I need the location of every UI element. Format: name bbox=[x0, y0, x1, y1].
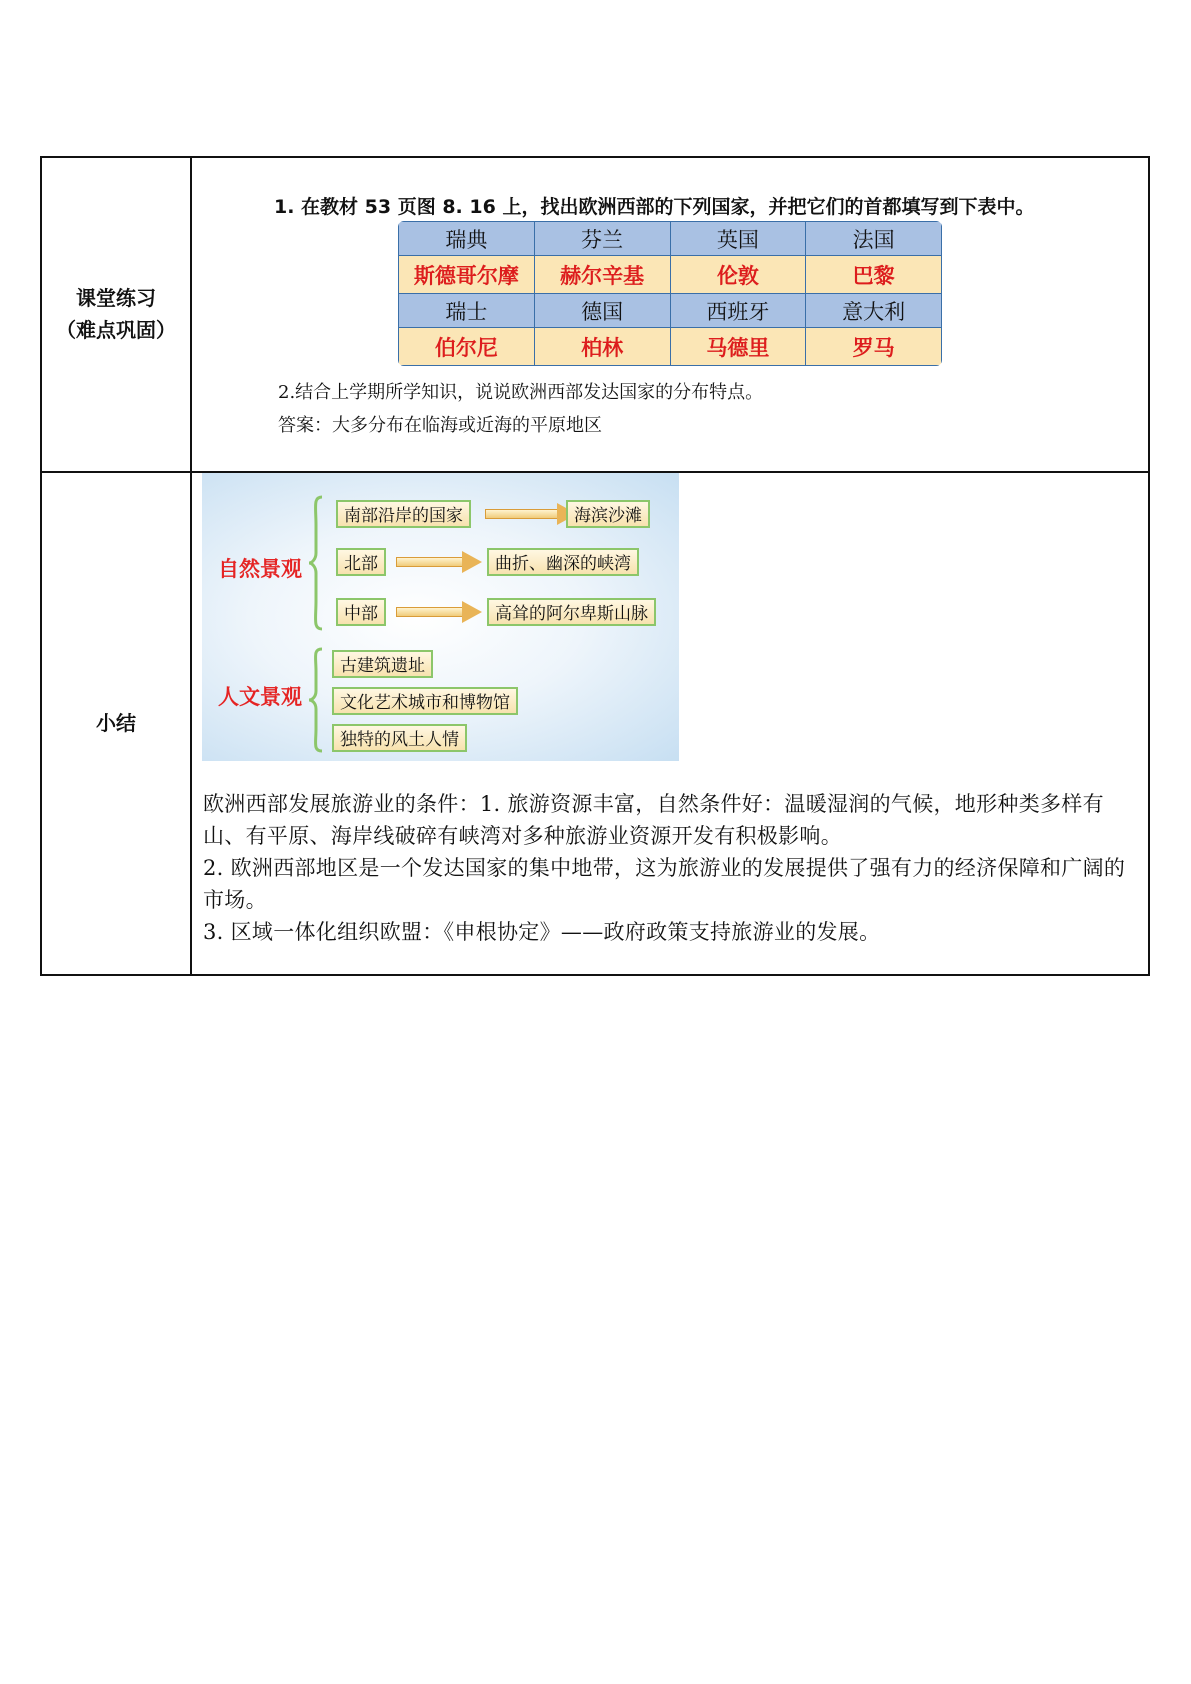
question-2: 2.结合上学期所学知识，说说欧洲西部发达国家的分布特点。 bbox=[278, 382, 764, 403]
capital-cell: 马德里 bbox=[670, 328, 806, 366]
feature-box: 海滨沙滩 bbox=[566, 500, 650, 528]
country-cell: 瑞典 bbox=[399, 222, 535, 256]
capital-table bbox=[398, 221, 942, 366]
country-cell: 意大利 bbox=[806, 294, 942, 328]
region-box: 北部 bbox=[336, 548, 386, 576]
table-row bbox=[399, 222, 942, 256]
region-box: 中部 bbox=[336, 598, 386, 626]
question-1: 1. 在教材 53 页图 8. 16 上，找出欧洲西部的下列国家，并把它们的首都填写到下表中。 bbox=[274, 196, 1035, 218]
capital-cell: 罗马 bbox=[806, 328, 942, 366]
cultural-category: 人文景观 bbox=[218, 685, 302, 709]
capital-cell: 巴黎 bbox=[806, 256, 942, 294]
country-cell: 英国 bbox=[670, 222, 806, 256]
practice-sublabel: （难点巩固） bbox=[56, 318, 176, 343]
summary-paragraph: 2. 欧洲西部地区是一个发达国家的集中地带，这为旅游业的发展提供了强有力的经济保障和广阔的市场。 bbox=[203, 856, 1126, 912]
summary-label: 小结 bbox=[96, 711, 136, 736]
table-row bbox=[399, 328, 942, 366]
capital-cell: 斯德哥尔摩 bbox=[399, 256, 535, 294]
practice-label-cell bbox=[41, 157, 191, 472]
culture-box: 文化艺术城市和博物馆 bbox=[332, 687, 518, 715]
feature-box: 高耸的阿尔卑斯山脉 bbox=[487, 598, 656, 626]
summary-label-cell bbox=[41, 472, 191, 975]
table-row bbox=[399, 294, 942, 328]
country-cell: 瑞士 bbox=[399, 294, 535, 328]
capital-cell: 伦敦 bbox=[670, 256, 806, 294]
cultural-brace-icon bbox=[308, 647, 324, 753]
arrow-icon bbox=[396, 551, 482, 573]
region-box: 南部沿岸的国家 bbox=[336, 500, 471, 528]
country-cell: 西班牙 bbox=[670, 294, 806, 328]
summary-text bbox=[203, 788, 1143, 948]
arrow-icon bbox=[396, 601, 482, 623]
country-cell: 德国 bbox=[534, 294, 670, 328]
practice-label: 课堂练习 bbox=[76, 286, 156, 311]
tourism-diagram bbox=[202, 473, 679, 761]
feature-box: 曲折、幽深的峡湾 bbox=[487, 548, 639, 576]
answer-text: 答案：大多分布在临海或近海的平原地区 bbox=[278, 415, 602, 436]
table-row bbox=[399, 256, 942, 294]
summary-paragraph: 欧洲西部发展旅游业的条件：1. 旅游资源丰富，自然条件好：温暖湿润的气候，地形种类多样有山、有平原、海岸线破碎有峡湾对多种旅游业资源开发有积极影响。 bbox=[203, 792, 1104, 848]
culture-box: 独特的风土人情 bbox=[332, 724, 467, 752]
arrow-icon bbox=[485, 503, 577, 525]
natural-category: 自然景观 bbox=[218, 557, 302, 581]
capital-cell: 伯尔尼 bbox=[399, 328, 535, 366]
capital-cell: 赫尔辛基 bbox=[534, 256, 670, 294]
country-cell: 芬兰 bbox=[534, 222, 670, 256]
culture-box: 古建筑遗址 bbox=[332, 650, 433, 678]
summary-paragraph: 3. 区域一体化组织欧盟：《申根协定》——政府政策支持旅游业的发展。 bbox=[203, 920, 881, 944]
country-cell: 法国 bbox=[806, 222, 942, 256]
natural-brace-icon bbox=[308, 495, 324, 631]
capital-cell: 柏林 bbox=[534, 328, 670, 366]
